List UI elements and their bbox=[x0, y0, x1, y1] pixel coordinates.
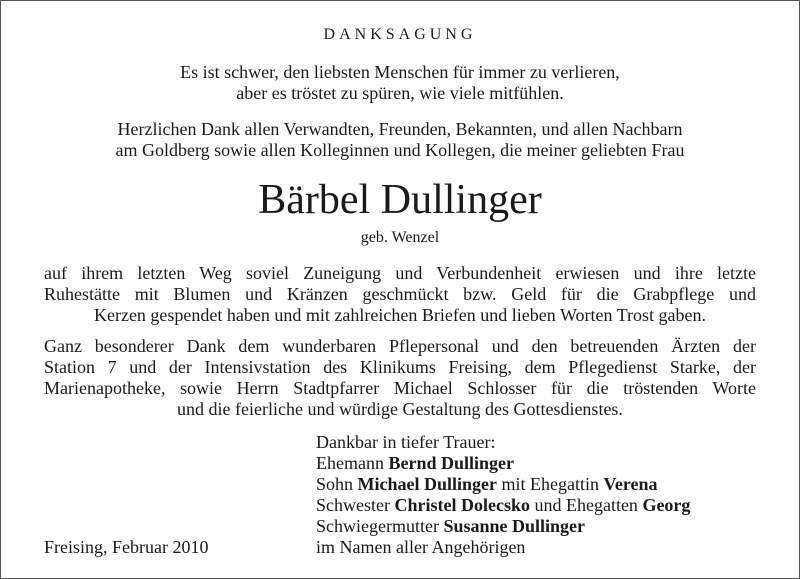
paragraph-line: Station 7 und der Intensivstation des Klinikums Freising, dem Pflegedienst Starke, der bbox=[44, 357, 756, 377]
relation-label: Schwester bbox=[316, 495, 395, 515]
quote-line: aber es tröstet zu spüren, wie viele mitfühlen. bbox=[236, 83, 564, 103]
paragraph-line: und die feierliche und würdige Gestaltung des Gottesdienstes. bbox=[177, 399, 623, 419]
place-date: Freising, Februar 2010 bbox=[44, 537, 209, 557]
relation-label: Sohn bbox=[316, 474, 358, 494]
signoff-son bbox=[316, 474, 690, 495]
signoff-sister bbox=[316, 495, 690, 516]
relative-name: Georg bbox=[642, 495, 691, 515]
signoff-husband bbox=[316, 453, 690, 474]
paragraph-line: Ganz besonderer Dank dem wunderbaren Pflepersonal und den betreuenden Ärzten der bbox=[44, 336, 756, 356]
relative-name: Christel Dolecsko bbox=[394, 495, 530, 515]
relation-label: Schwiegermutter bbox=[316, 516, 444, 536]
relation-connector: und Ehegatten bbox=[529, 495, 643, 515]
relation-connector: mit Ehegattin bbox=[497, 474, 604, 494]
relation-label: Ehemann bbox=[316, 453, 389, 473]
paragraph-line: Ruhestätte mit Blumen und Kränzen geschmückt bzw. Geld für die Grabpflege und bbox=[44, 284, 756, 304]
notice-heading: DANKSAGUNG bbox=[323, 26, 477, 43]
relative-name: Michael Dullinger bbox=[357, 474, 497, 494]
relative-name: Susanne Dullinger bbox=[443, 516, 586, 536]
relative-name: Bernd Dullinger bbox=[388, 453, 514, 473]
paragraph-line: auf ihrem letzten Weg soviel Zuneigung und Verbundenheit erwiesen und ihre letzte bbox=[44, 263, 756, 283]
thanks-paragraph bbox=[44, 263, 756, 326]
maiden-name: geb. Wenzel bbox=[360, 229, 440, 246]
paragraph-line: Kerzen gespendet haben und mit zahlreichen Briefen und lieben Worten Trost gaben. bbox=[93, 305, 707, 325]
signoff-intro: Dankbar in tiefer Trauer: bbox=[316, 432, 496, 452]
relative-name: Verena bbox=[603, 474, 658, 494]
signoff-closing: im Namen aller Angehörigen bbox=[316, 537, 526, 557]
special-thanks-paragraph bbox=[44, 336, 756, 420]
signoff-motherinlaw bbox=[316, 516, 690, 537]
deceased-name: Bärbel Dullinger bbox=[258, 177, 542, 223]
thanks-line: Herzlichen Dank allen Verwandten, Freunden, Bekannten, und allen Nachbarn bbox=[117, 119, 683, 139]
quote-line: Es ist schwer, den liebsten Menschen für immer zu verlieren, bbox=[180, 62, 620, 82]
signoff-block bbox=[316, 432, 690, 558]
thanks-line: am Goldberg sowie allen Kolleginnen und Kollegen, die meiner geliebten Frau bbox=[115, 140, 685, 160]
thanks-intro bbox=[0, 119, 800, 161]
paragraph-line: Marienapotheke, sowie Herrn Stadtpfarrer Michael Schlosser für die tröstenden Worte bbox=[44, 378, 756, 398]
opening-quote bbox=[0, 62, 800, 104]
